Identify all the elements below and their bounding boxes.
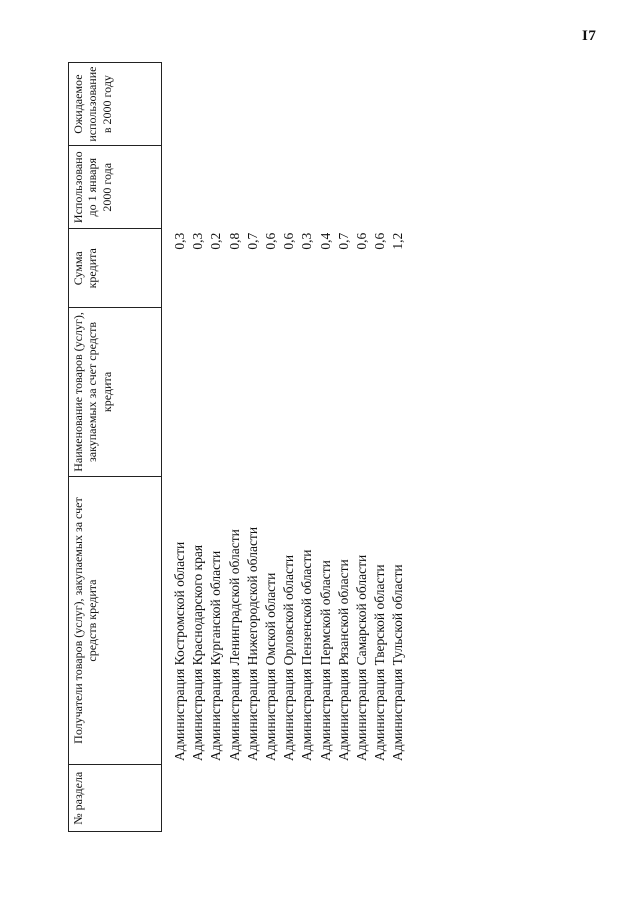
table-row xyxy=(298,63,316,832)
section-cell xyxy=(298,765,316,832)
expected-cell xyxy=(162,63,190,146)
expected-cell xyxy=(371,63,389,146)
recipient-cell: Администрация Тверской области xyxy=(372,564,388,761)
recipient-cell: Администрация Краснодарского края xyxy=(190,544,206,761)
used-cell xyxy=(162,146,190,229)
section-cell xyxy=(162,765,190,832)
amount-cell: 0,6 xyxy=(281,232,297,250)
used-cell xyxy=(280,146,298,229)
goods-cell xyxy=(280,308,298,476)
expected-cell xyxy=(335,63,353,146)
table-row xyxy=(189,63,207,832)
table-row xyxy=(335,63,353,832)
section-cell xyxy=(317,765,335,832)
table-row xyxy=(207,63,225,832)
section-cell xyxy=(262,765,280,832)
recipient-cell: Администрация Ленинградской области xyxy=(226,529,242,761)
section-cell xyxy=(389,765,407,832)
amount-cell: 0,3 xyxy=(172,232,187,250)
goods-cell xyxy=(226,308,244,476)
amount-cell: 0,7 xyxy=(244,232,260,250)
page-number: I7 xyxy=(582,28,597,44)
expected-cell xyxy=(317,63,335,146)
used-cell xyxy=(262,146,280,229)
header-goods: Наименование товаров (услуг), закупаемых за счет средств кредита xyxy=(69,308,162,476)
section-cell xyxy=(280,765,298,832)
recipient-cell: Администрация Нижегородской области xyxy=(244,526,260,761)
amount-cell: 0,6 xyxy=(353,232,369,250)
used-cell xyxy=(226,146,244,229)
goods-cell xyxy=(189,308,207,476)
goods-cell xyxy=(371,308,389,476)
expected-cell xyxy=(226,63,244,146)
used-cell xyxy=(317,146,335,229)
goods-cell xyxy=(335,308,353,476)
expected-cell xyxy=(244,63,262,146)
goods-cell xyxy=(244,308,262,476)
goods-cell xyxy=(353,308,371,476)
credit-table xyxy=(68,62,407,832)
amount-cell: 1,2 xyxy=(390,232,406,250)
goods-cell xyxy=(298,308,316,476)
table-row xyxy=(226,63,244,832)
used-cell xyxy=(298,146,316,229)
recipient-cell: Администрация Самарской области xyxy=(353,554,369,761)
section-cell xyxy=(335,765,353,832)
expected-cell xyxy=(207,63,225,146)
table-body xyxy=(162,63,408,832)
header-recipients: Получатели товаров (услуг), закупаемых за счет средств кредита xyxy=(69,476,162,765)
used-cell xyxy=(189,146,207,229)
amount-cell: 0,3 xyxy=(190,232,206,250)
used-cell xyxy=(389,146,407,229)
used-cell xyxy=(353,146,371,229)
recipient-cell: Администрация Пермской области xyxy=(317,560,333,761)
goods-cell xyxy=(389,308,407,476)
amount-cell: 0,2 xyxy=(208,232,224,250)
header-amount: Сумма кредита xyxy=(69,229,162,308)
amount-cell: 0,3 xyxy=(299,232,315,250)
recipient-cell: Администрация Омской области xyxy=(262,572,278,761)
amount-cell: 0,8 xyxy=(226,232,242,250)
recipient-cell: Администрация Тульской области xyxy=(390,564,406,761)
expected-cell xyxy=(389,63,407,146)
section-cell xyxy=(189,765,207,832)
goods-cell xyxy=(317,308,335,476)
table-row xyxy=(353,63,371,832)
header-section-number: № раздела xyxy=(69,765,162,832)
section-cell xyxy=(207,765,225,832)
header-expected: Ожидаемое использование в 2000 году xyxy=(69,63,162,146)
recipient-cell: Администрация Курганской области xyxy=(208,550,224,761)
expected-cell xyxy=(262,63,280,146)
table-header-row xyxy=(69,63,162,832)
used-cell xyxy=(371,146,389,229)
table-row xyxy=(244,63,262,832)
section-cell xyxy=(371,765,389,832)
expected-cell xyxy=(280,63,298,146)
recipient-cell: Администрация Пензенской области xyxy=(299,549,315,761)
rotated-table-wrapper xyxy=(68,62,538,832)
amount-cell: 0,7 xyxy=(335,232,351,250)
used-cell xyxy=(207,146,225,229)
amount-cell: 0,6 xyxy=(372,232,388,250)
goods-cell xyxy=(162,308,190,476)
expected-cell xyxy=(353,63,371,146)
section-cell xyxy=(226,765,244,832)
recipient-cell: Администрация Орловской области xyxy=(281,554,297,761)
goods-cell xyxy=(262,308,280,476)
header-used: Использовано до 1 января 2000 года xyxy=(69,146,162,229)
table-row xyxy=(371,63,389,832)
goods-cell xyxy=(207,308,225,476)
recipient-cell: Администрация Рязанской области xyxy=(335,559,351,761)
table-row xyxy=(317,63,335,832)
recipient-cell: Администрация Костромской области xyxy=(172,541,187,761)
table-row xyxy=(162,63,190,832)
amount-cell: 0,6 xyxy=(262,232,278,250)
table-row xyxy=(389,63,407,832)
expected-cell xyxy=(189,63,207,146)
table-row xyxy=(280,63,298,832)
section-cell xyxy=(244,765,262,832)
amount-cell: 0,4 xyxy=(317,232,333,250)
section-cell xyxy=(353,765,371,832)
expected-cell xyxy=(298,63,316,146)
table-row xyxy=(262,63,280,832)
used-cell xyxy=(335,146,353,229)
used-cell xyxy=(244,146,262,229)
